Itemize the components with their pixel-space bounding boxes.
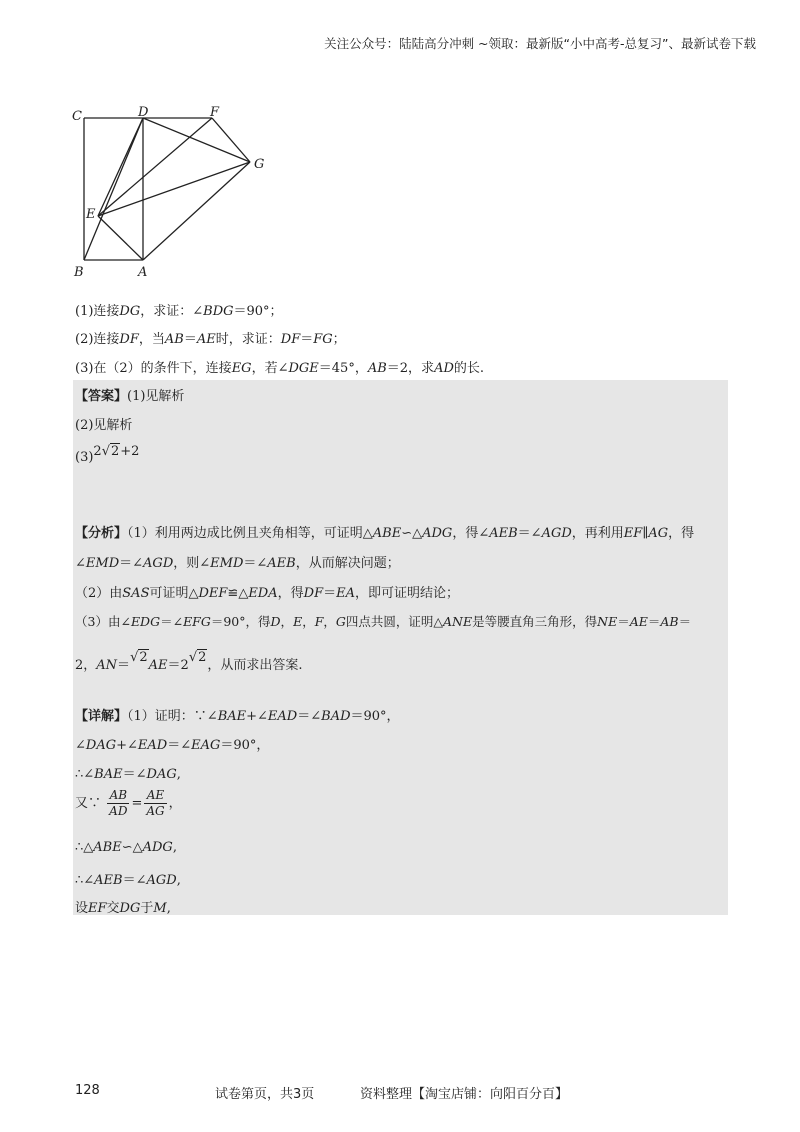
page-header: 关注公众号：陆陆高分冲刺 ~领取：最新版“小中高考-总复习”、最新试卷下载 bbox=[324, 36, 756, 51]
footer-source: 资料整理【淘宝店铺：向阳百分百】 bbox=[360, 1087, 569, 1102]
label-e: E bbox=[86, 207, 96, 222]
segment-fg bbox=[212, 118, 250, 162]
detail-line-1: 【详解】（1）证明：∵∠BAE+∠EAD＝∠BAD＝90°， bbox=[75, 709, 400, 724]
segment-ef bbox=[98, 118, 212, 216]
analysis-line-1: 【分析】（1）利用两边成比例且夹角相等，可证明△ABE∽△ADG，得∠AEB＝∠AGD，再利用EF∥AG，得 bbox=[75, 526, 695, 541]
detail-line-3: ∴∠BAE＝∠DAG, bbox=[75, 767, 181, 782]
label-a: A bbox=[138, 265, 148, 280]
question-2: (2)连接DF，当AB＝AE时，求证：DF＝FG； bbox=[75, 332, 346, 347]
label-g: G bbox=[254, 157, 265, 172]
detail-line-5: ∴△ABE∽△ADG, bbox=[75, 840, 177, 855]
page-number: 128 bbox=[75, 1083, 100, 1098]
segment-ga bbox=[143, 162, 250, 260]
geometry-svg bbox=[68, 100, 278, 282]
analysis-line-3: （2）由SAS可证明△DEF≌△EDA，得DF＝EA，即可证明结论； bbox=[75, 586, 460, 601]
analysis-line-5: 2，AN＝√2AE＝2√2，从而求出答案. bbox=[75, 650, 303, 673]
question-1: (1)连接DG，求证：∠BDG＝90°； bbox=[75, 304, 283, 319]
footer-page-info: 试卷第页，共3页 bbox=[215, 1087, 315, 1102]
fraction-ae-ag: $\frac{AE}{AG}$ bbox=[146, 788, 165, 818]
question-3: (3)在（2）的条件下，连接EG，若∠DGE＝45°，AB＝2，求AD的长. bbox=[75, 361, 485, 376]
label-d: D bbox=[138, 105, 149, 120]
solution-block bbox=[73, 380, 728, 915]
segment-ea bbox=[98, 216, 143, 260]
segment-bd bbox=[84, 118, 143, 260]
answer-line-1: 【答案】(1)见解析 bbox=[75, 389, 185, 404]
detail-line-6: ∴∠AEB＝∠AGD, bbox=[75, 873, 181, 888]
segment-dg bbox=[143, 118, 250, 162]
answer-line-2: (2)见解析 bbox=[75, 418, 133, 433]
answer-line-3: (3)2√2+2 bbox=[75, 444, 140, 465]
fraction-ab-ad: $\frac{AB}{AD}$ bbox=[109, 788, 128, 818]
label-b: B bbox=[74, 265, 84, 280]
analysis-line-2: ∠EMD＝∠AGD，则∠EMD＝∠AEB，从而解决问题； bbox=[75, 556, 400, 571]
detail-line-2: ∠DAG+∠EAD＝∠EAG＝90°， bbox=[75, 738, 270, 753]
geometry-figure bbox=[68, 100, 278, 282]
label-c: C bbox=[72, 109, 82, 124]
detail-line-7: 设EF交DG于M, bbox=[75, 901, 171, 916]
detail-line-4: 又∵ $\frac{AB}{AD}$ = $\frac{AE}{AG}$ ， bbox=[75, 788, 182, 818]
analysis-line-4: （3）由∠EDG＝∠EFG＝90°，得D，E，F，G四点共圆，证明△ANE是等腰直角三角形，得NE＝AE＝AB＝ bbox=[75, 614, 692, 629]
label-f: F bbox=[210, 105, 220, 120]
